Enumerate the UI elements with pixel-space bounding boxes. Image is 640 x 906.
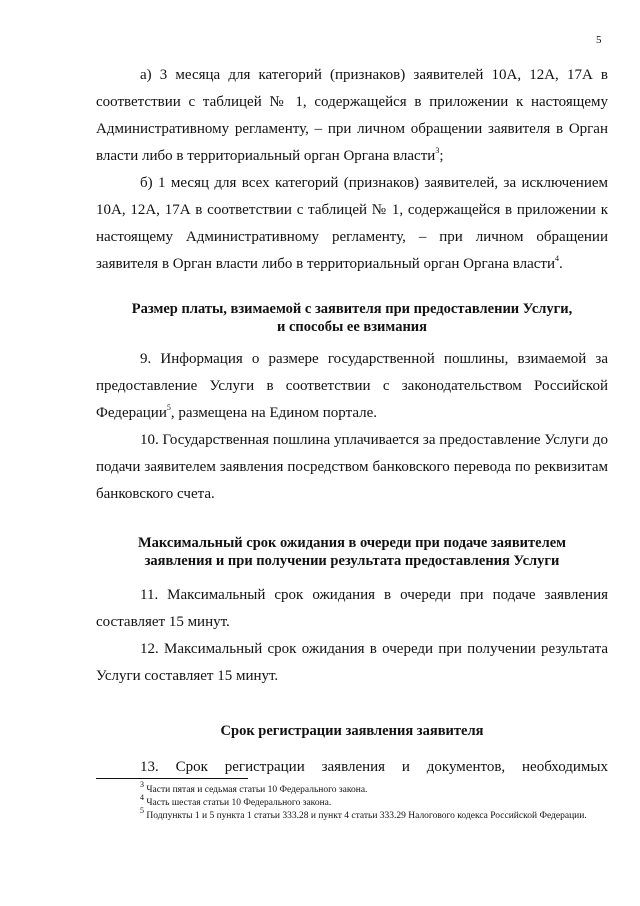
heading-registration: Срок регистрации заявления заявителя: [220, 723, 484, 739]
footnote-3: $^3$ Части пятая и седьмая статьи 10 Федерального закона.: [140, 779, 368, 795]
page-number: 5: [596, 34, 602, 46]
footnote-ref-3: 3: [435, 146, 440, 155]
paragraph-12: 12. Максимальный срок ожидания в очереди при получении результата Услуги составляет 15 минут.: [96, 641, 608, 684]
footnotes: [96, 779, 608, 823]
heading-queue: Максимальный срок ожидания в очереди при подаче заявителем заявления и при получении результата предоставления Услуги: [137, 535, 567, 569]
list-item-b: б) 1 месяц для всех категорий (признаков) заявителей, за исключением 10А, 12А, 17А в соответствии с таблицей № 1, содержащейся в приложении к настоящему Административному регламенту, – при личном обращении заявителя в Орган власти либо в территориальный орган Органа власти$^4$.: [96, 175, 608, 272]
footnote-4: $^4$ Часть шестая статьи 10 Федерального закона.: [140, 792, 332, 808]
heading-fee: Размер платы, взимаемой с заявителя при предоставлении Услуги, и способы ее взимания: [131, 301, 573, 335]
paragraph-13: 13. Срок регистрации заявления и документов, необходимых: [140, 759, 608, 775]
footnote-ref-4: 4: [555, 254, 559, 263]
footnote-5: $^5$ Подпункты 1 и 5 пункта 1 статьи 333.28 и пункт 4 статьи 333.29 Налогового кодекса Российской Федерации.: [140, 805, 587, 821]
footnote-divider: [96, 778, 248, 779]
paragraph-10: 10. Государственная пошлина уплачивается за предоставление Услуги до подачи заявителем заявления посредством банковского перевода по реквизитам банковского счета.: [96, 432, 608, 502]
list-item-a: а) 3 месяца для категорий (признаков) заявителей 10А, 12А, 17А в соответствии с таблицей № 1, содержащейся в приложении к настоящему Административному регламенту, – при личном обращении заявителя в Орган власти либо в территориальный орган Органа власти$^3$;: [96, 67, 608, 164]
footnote-ref-5: 5: [166, 403, 171, 412]
paragraph-11: 11. Максимальный срок ожидания в очереди при подаче заявления составляет 15 минут.: [96, 587, 608, 630]
document-body: [96, 62, 608, 781]
paragraph-9: 9. Информация о размере государственной пошлины, взимаемой за предоставление Услуги в соответствии с законодательством Российской Федерации$^5$, размещена на Едином портале.: [96, 351, 608, 421]
